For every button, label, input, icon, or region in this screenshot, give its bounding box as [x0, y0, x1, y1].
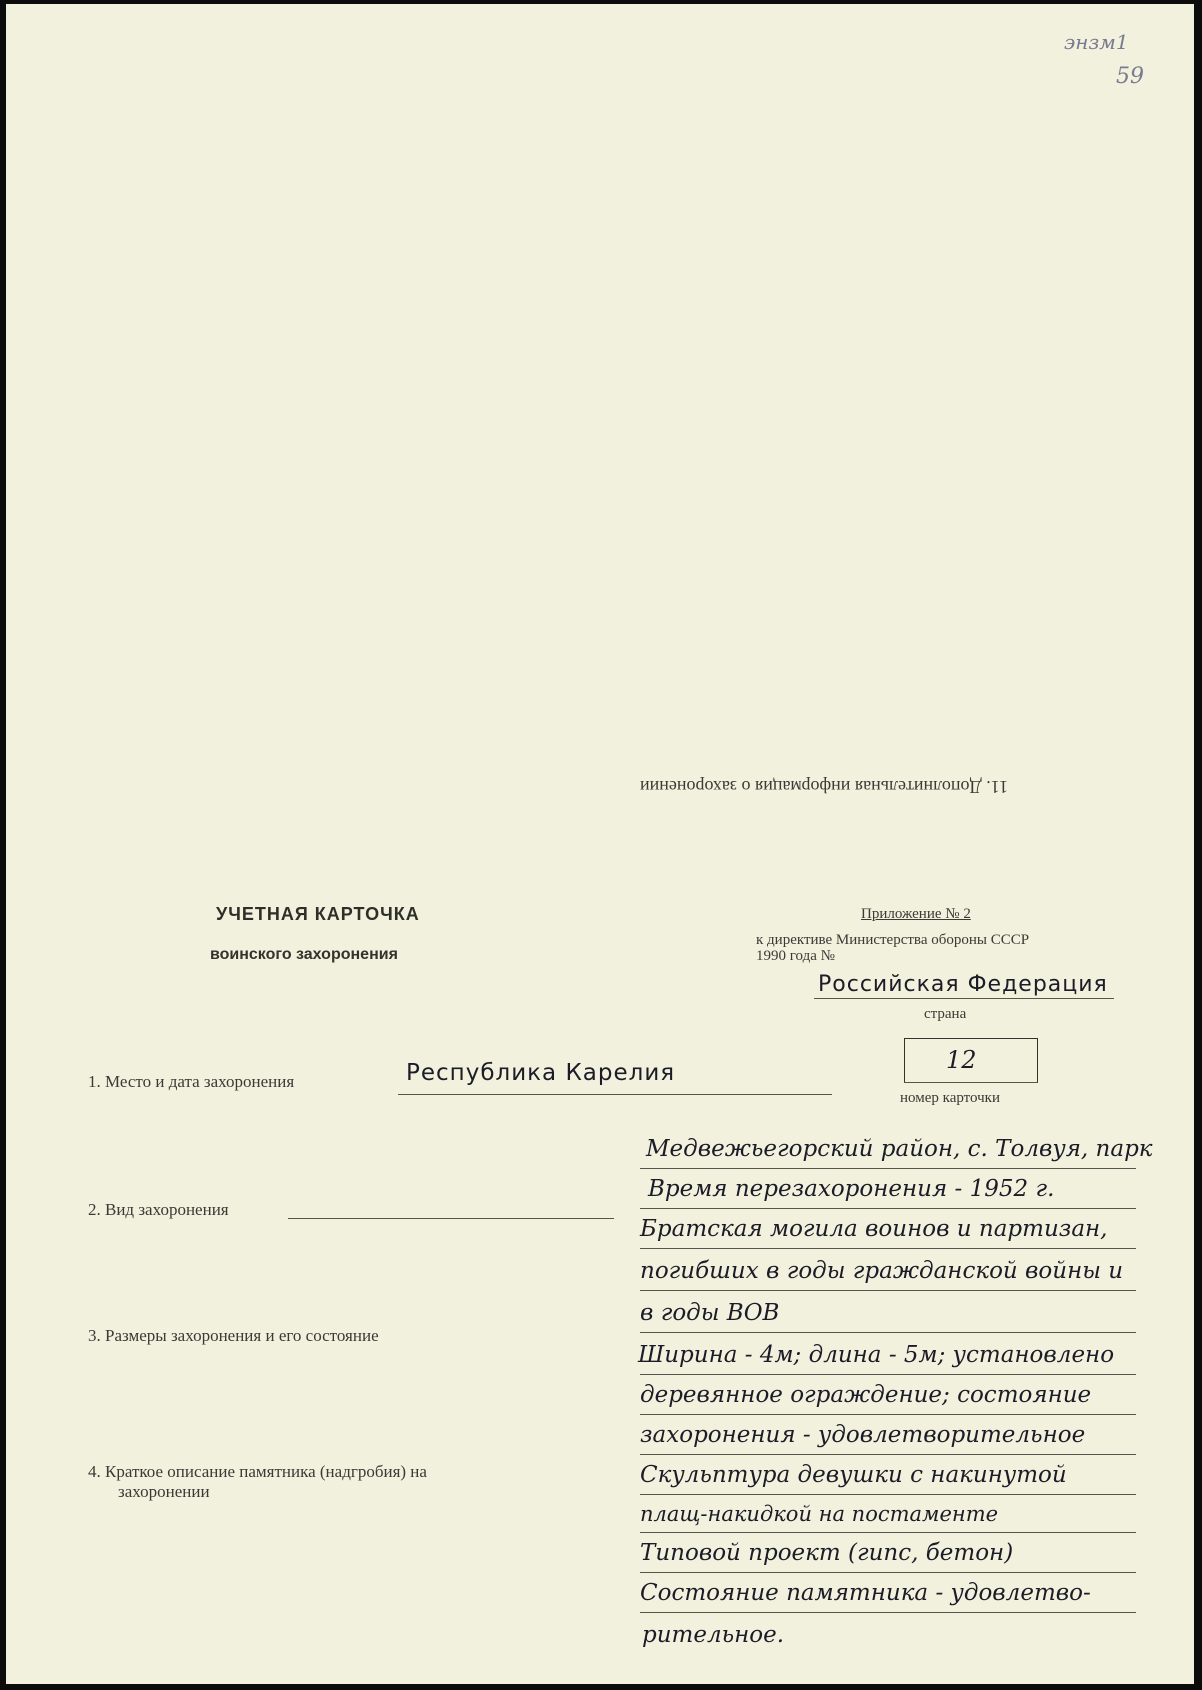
answer-line-9: Скульптура девушки с накинутой: [640, 1462, 1067, 1488]
answer-rule-9: [640, 1494, 1136, 1495]
place-label: 1. Место и дата захоронения: [88, 1072, 295, 1091]
answer-line-10: плащ-накидкой на постаменте: [640, 1502, 999, 1526]
country-value: Российская Федерация: [818, 972, 1108, 997]
answer-rule-6: [640, 1374, 1136, 1375]
monument-label-line-2: захоронении: [118, 1482, 210, 1501]
answer-rule-4: [640, 1290, 1136, 1291]
answer-line-11: Типовой проект (гипс, бетон): [640, 1540, 1014, 1566]
answer-line-5: в годы ВОВ: [640, 1300, 780, 1326]
flipped-section-heading: 11. Дополнительная информация о захоронении: [640, 777, 1009, 797]
monument-label-line-1: 4. Краткое описание памятника (надгробия) на: [88, 1462, 427, 1481]
answer-rule-11: [640, 1572, 1136, 1573]
archive-page-number: 59: [1116, 64, 1144, 89]
answer-line-12: Состояние памятника - удовлетво-: [640, 1580, 1091, 1606]
appendix-label: Приложение № 2: [861, 906, 971, 922]
answer-line-8: захоронения - удовлетворительное: [640, 1422, 1086, 1448]
card-title: УЧЕТНАЯ КАРТОЧКА: [216, 904, 420, 924]
answer-line-2: Время перезахоронения - 1952 г.: [648, 1176, 1055, 1202]
answer-line-7: деревянное ограждение; состояние: [640, 1382, 1092, 1408]
country-underline: [814, 998, 1114, 999]
place-value: Республика Карелия: [406, 1060, 676, 1086]
answer-rule-12: [640, 1612, 1136, 1613]
answer-rule-1: [640, 1168, 1136, 1169]
answer-line-1: Медвежьегорский район, с. Толвуя, парк: [646, 1136, 1153, 1162]
answer-rule-5: [640, 1332, 1136, 1333]
place-underline: [398, 1094, 832, 1095]
answer-line-13: рительное.: [642, 1622, 785, 1648]
card-number-value: 12: [946, 1046, 977, 1074]
answer-rule-7: [640, 1414, 1136, 1415]
answer-rule-3: [640, 1248, 1136, 1249]
country-caption: страна: [924, 1006, 967, 1022]
answer-line-4: погибших в годы гражданской войны и: [640, 1258, 1124, 1284]
answer-rule-2: [640, 1208, 1136, 1209]
card-number-caption: номер карточки: [900, 1090, 1000, 1106]
record-card-page: [6, 4, 1194, 1684]
card-subtitle: воинского захоронения: [210, 946, 398, 963]
burial-type-underline: [288, 1218, 614, 1219]
directive-line-2: 1990 года №: [756, 948, 835, 964]
directive-line-1: к директиве Министерства обороны СССР: [756, 932, 1030, 948]
burial-size-label: 3. Размеры захоронения и его состояние: [88, 1326, 379, 1345]
archive-mark: энзм1: [1064, 30, 1129, 54]
answer-rule-10: [640, 1532, 1136, 1533]
card-number-underline: [904, 1082, 1038, 1083]
answer-line-6: Ширина - 4м; длина - 5м; установлено: [638, 1342, 1115, 1368]
answer-line-3: Братская могила воинов и партизан,: [640, 1216, 1108, 1242]
burial-type-label: 2. Вид захоронения: [88, 1200, 229, 1219]
answer-rule-8: [640, 1454, 1136, 1455]
